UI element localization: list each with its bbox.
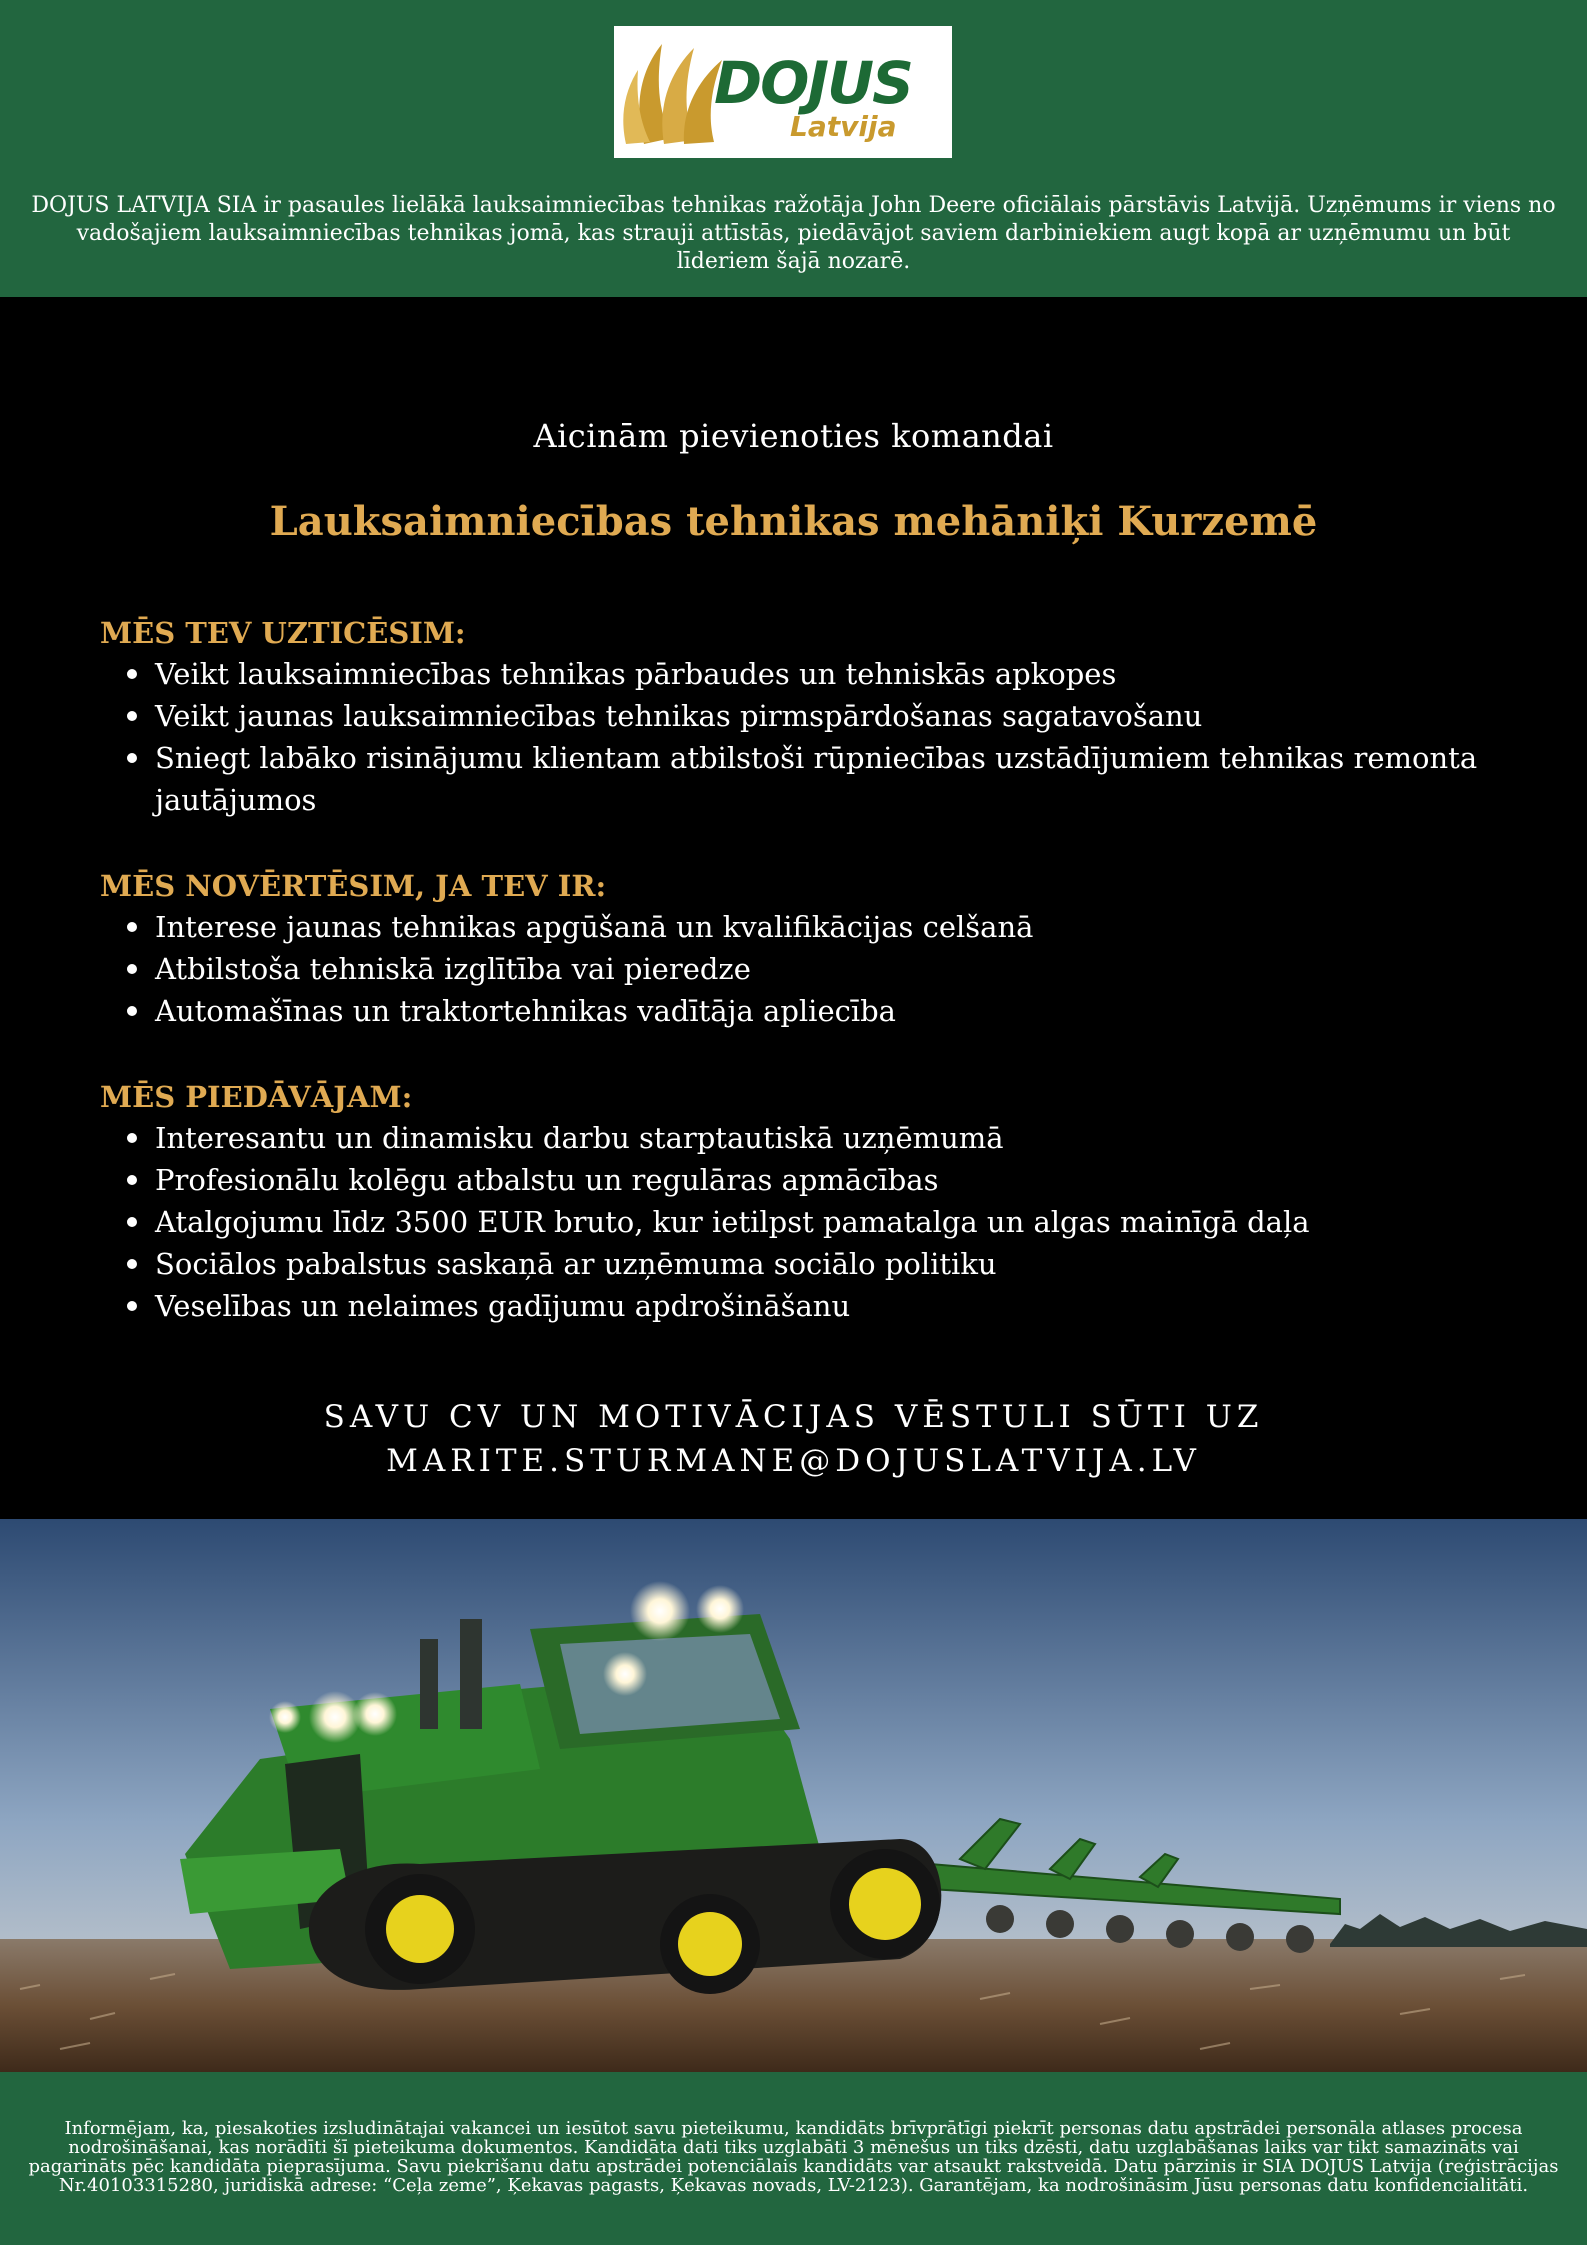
list-item: Automašīnas un traktortehnikas vadītāja apliecība (100, 990, 1500, 1032)
section-requirements (100, 866, 1500, 1032)
privacy-notice: Informējam, ka, piesakoties izsludinātajai vakancei un iesūtot savu pieteikumu, kandidāts brīvprātīgi piekrīt personas datu apstrādei personāla atlases procesa nodrošināšanai, kas norādīti šī pieteikuma dokumentos. Kandidāta dati tiks uzglabāti 3 mēnešus un tiks dzēsti, datu uzglabāšanas laiks var tikt samazināts vai pagarināts pēc kandidāta pieprasījuma. Savu piekrišanu datu apstrādei potenciālais kandidāts var atsaukt rakstveidā. Datu pārzinis ir SIA DOJUS Latvija (reģistrācijas Nr.40103315280, juridiskā adrese: “Ceļa zeme”, Ķekavas pagasts, Ķekavas novads, LV-2123). Garantējam, ka nodrošināsim Jūsu personas datu konfidencialitāti. (28, 2118, 1559, 2196)
section-offer (100, 1077, 1500, 1327)
section-responsibilities (100, 613, 1500, 821)
dojus-logo (614, 26, 952, 158)
section-heading: MĒS TEV UZTICĒSIM: (100, 616, 466, 650)
company-intro: DOJUS LATVIJA SIA ir pasaules lielākā lauksaimniecības tehnikas ražotāja John Deere oficiālais pārstāvis Latvijā. Uzņēmums ir viens no vadošajiem lauksaimniecības tehnikas jomā, kas strauji attīstās, piedāvājot saviem darbiniekiem augt kopā ar uzņēmumu un būt līderiem šajā nozarē. (31, 193, 1556, 274)
job-title: Lauksaimniecības tehnikas mehāniķi Kurzemē (269, 498, 1318, 545)
apply-text: SAVU CV UN MOTIVĀCIJAS VĒSTULI SŪTI UZ (323, 1399, 1264, 1435)
header-band (0, 0, 1587, 297)
list-item: Veselības un nelaimes gadījumu apdrošināšanu (100, 1285, 1500, 1327)
list-item: Sniegt labāko risinājumu klientam atbilstoši rūpniecības uzstādījumiem tehnikas remonta jautājumos (100, 737, 1500, 821)
list-item: Atalgojumu līdz 3500 EUR bruto, kur ietilpst pamatalga un algas mainīgā daļa (100, 1201, 1500, 1243)
apply-email-link[interactable]: MARITE.STURMANE@DOJUSLATVIJA.LV (386, 1443, 1201, 1479)
responsibilities-list (100, 653, 1500, 821)
offer-list (100, 1117, 1500, 1327)
list-item: Interesantu un dinamisku darbu starptautiskā uzņēmumā (100, 1117, 1500, 1159)
tractor-in-field-image (0, 1519, 1587, 2072)
invite-heading: Aicinām pievienoties komandai (533, 417, 1054, 455)
list-item: Profesionālu kolēgu atbalstu un regulāras apmācības (100, 1159, 1500, 1201)
section-heading: MĒS PIEDĀVĀJAM: (100, 1080, 413, 1114)
list-item: Veikt jaunas lauksaimniecības tehnikas pirmspārdošanas sagatavošanu (100, 695, 1500, 737)
logo-subtitle: Latvija (790, 110, 897, 143)
job-ad-body (0, 297, 1587, 1519)
apply-instructions (0, 1395, 1587, 1483)
section-heading: MĒS NOVĒRTĒSIM, JA TEV IR: (100, 869, 607, 903)
logo-wordmark: DOJUS (714, 49, 912, 117)
requirements-list (100, 906, 1500, 1032)
list-item: Veikt lauksaimniecības tehnikas pārbaudes un tehniskās apkopes (100, 653, 1500, 695)
list-item: Atbilstoša tehniskā izglītība vai pieredze (100, 948, 1500, 990)
list-item: Sociālos pabalstus saskaņā ar uzņēmuma sociālo politiku (100, 1243, 1500, 1285)
footer-band (0, 2072, 1587, 2245)
list-item: Interese jaunas tehnikas apgūšanā un kvalifikācijas celšanā (100, 906, 1500, 948)
